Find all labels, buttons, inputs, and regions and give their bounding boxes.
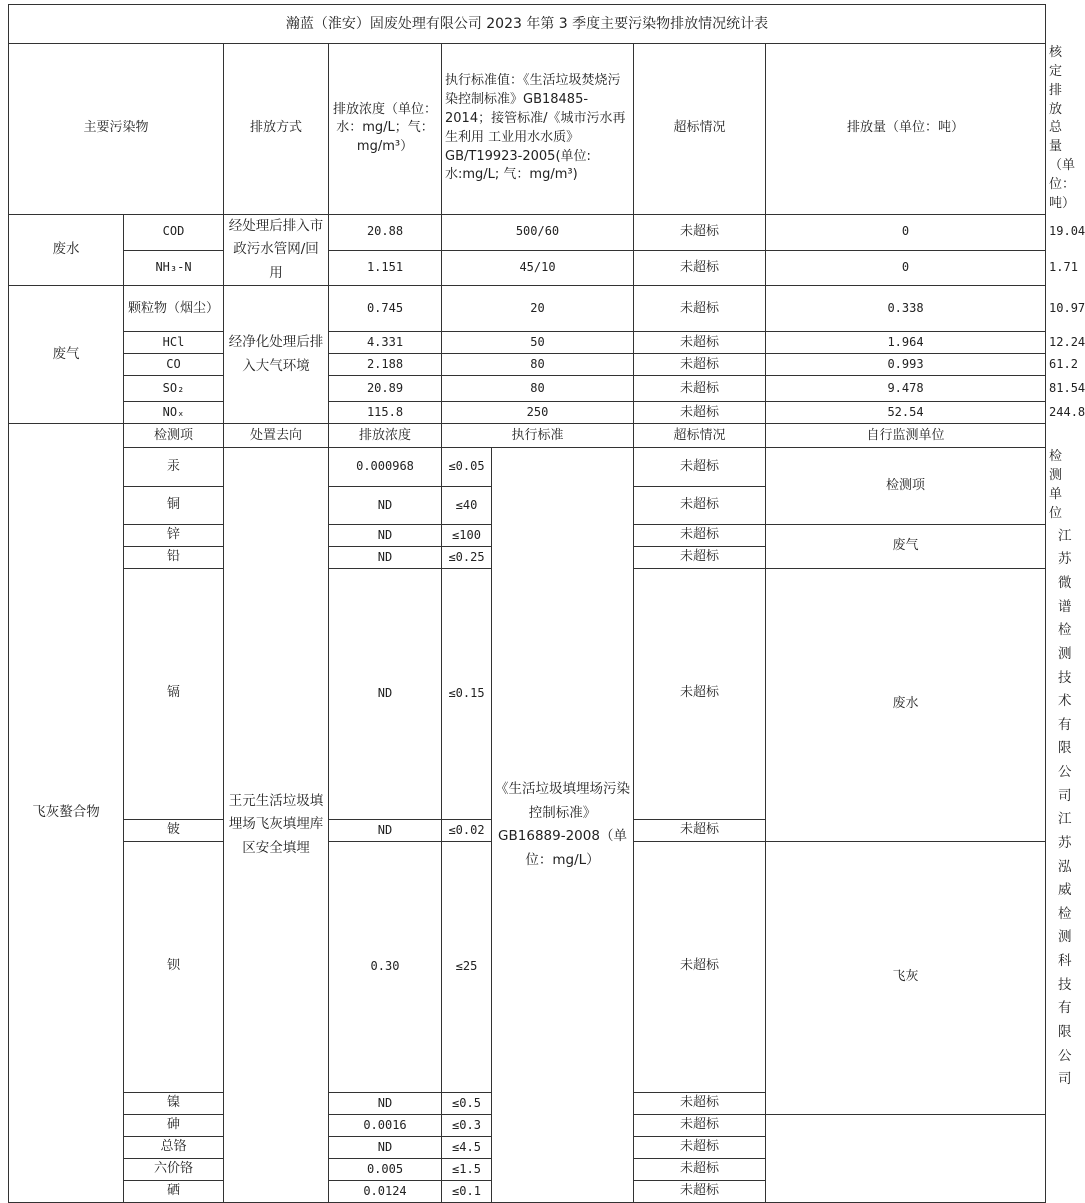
exceed-status: 未超标: [634, 402, 766, 424]
conc-value: ND: [329, 1092, 442, 1114]
limit-value: ≤25: [442, 841, 492, 1092]
conc-value: 0.0124: [329, 1180, 442, 1202]
wastewater-method: 经处理后排入市政污水管网/回用: [224, 214, 329, 286]
pollutant-item: NH₃-N: [124, 250, 224, 286]
limit-value: ≤40: [442, 486, 492, 524]
exceed-status: 未超标: [634, 448, 766, 486]
limit-value: ≤100: [442, 524, 492, 546]
exceed-status: 未超标: [634, 1158, 766, 1180]
table-row: 汞 王元生活垃圾填埋场飞灰填埋库区安全填埋 0.000968 ≤0.05 《生活垃圾填埋场污染控制标准》GB16889-2008（单位：mg/L） 未超标 检测项 检测单位: [9, 448, 1046, 486]
table-row: CO 2.188 80 未超标 0.993 61.2: [9, 354, 1046, 376]
monitor-col-item: 检测项: [766, 448, 1046, 524]
table-row: HCl 4.331 50 未超标 1.964 12.24: [9, 332, 1046, 354]
std-value: 45/10: [442, 250, 634, 286]
std-value: 250: [442, 402, 634, 424]
heavy-metal-item: 锌: [124, 524, 224, 546]
limit-value: ≤0.25: [442, 546, 492, 568]
pollutant-item: 颗粒物（烟尘）: [124, 286, 224, 332]
conc-value: ND: [329, 1136, 442, 1158]
limit-value: ≤0.05: [442, 448, 492, 486]
table-row: NOₓ 115.8 250 未超标 52.54 244.8: [9, 402, 1046, 424]
amount-value: 0.338: [766, 286, 1046, 332]
heavy-metal-item: 钡: [124, 841, 224, 1092]
monitor-item: 飞灰: [766, 841, 1046, 1114]
conc-value: 115.8: [329, 402, 442, 424]
exceed-status: 未超标: [634, 546, 766, 568]
header-pollutant: 主要污染物: [9, 44, 224, 215]
conc-value: 2.188: [329, 354, 442, 376]
monitor-empty-cell: [766, 1114, 1046, 1202]
limit-value: ≤1.5: [442, 1158, 492, 1180]
monitor-item: 废气: [766, 524, 1046, 568]
fly-ash-standard: 《生活垃圾填埋场污染控制标准》GB16889-2008（单位：mg/L）: [492, 448, 634, 1202]
exceed-status: 未超标: [634, 1136, 766, 1158]
conc-value: ND: [329, 819, 442, 841]
conc-value: 0.005: [329, 1158, 442, 1180]
table-row: NH₃-N 1.151 45/10 未超标 0 1.71: [9, 250, 1046, 286]
exceed-status: 未超标: [634, 819, 766, 841]
pollutant-emission-table: [8, 4, 1085, 1203]
sub-header-std: 执行标准: [442, 424, 634, 448]
sub-header-conc: 排放浓度: [329, 424, 442, 448]
pollutant-item: CO: [124, 354, 224, 376]
std-value: 80: [442, 354, 634, 376]
exceed-status: 未超标: [634, 1092, 766, 1114]
fly-ash-header-row: [9, 424, 1046, 448]
conc-value: ND: [329, 486, 442, 524]
exceed-status: 未超标: [634, 354, 766, 376]
table-row: 废气 颗粒物（烟尘） 经净化处理后排入大气环境 0.745 20 未超标 0.338 10.97: [9, 286, 1046, 332]
header-exceed: 超标情况: [634, 44, 766, 215]
conc-value: 0.745: [329, 286, 442, 332]
sub-header-destination: 处置去向: [224, 424, 329, 448]
sub-header-monitor: 自行监测单位: [766, 424, 1046, 448]
limit-value: ≤0.15: [442, 568, 492, 819]
sub-header-item: 检测项: [124, 424, 224, 448]
heavy-metal-item: 总铬: [124, 1136, 224, 1158]
wastewater-category: 废水: [9, 214, 124, 286]
table-row: SO₂ 20.89 80 未超标 9.478 81.54: [9, 376, 1046, 402]
exceed-status: 未超标: [634, 486, 766, 524]
pollutant-item: SO₂: [124, 376, 224, 402]
conc-value: 1.151: [329, 250, 442, 286]
amount-value: 0: [766, 250, 1046, 286]
heavy-metal-item: 镉: [124, 568, 224, 819]
limit-value: ≤0.3: [442, 1114, 492, 1136]
heavy-metal-item: 砷: [124, 1114, 224, 1136]
emission-report-sheet: [8, 4, 1085, 1198]
amount-value: 9.478: [766, 376, 1046, 402]
table-title: 瀚蓝（淮安）固废处理有限公司 2023 年第 3 季度主要污染物排放情况统计表: [9, 5, 1046, 44]
exceed-status: 未超标: [634, 1180, 766, 1202]
conc-value: ND: [329, 524, 442, 546]
heavy-metal-item: 硒: [124, 1180, 224, 1202]
exceed-status: 未超标: [634, 524, 766, 546]
std-value: 20: [442, 286, 634, 332]
std-value: 80: [442, 376, 634, 402]
amount-value: 52.54: [766, 402, 1046, 424]
exceed-status: 未超标: [634, 214, 766, 250]
table-row: 锌 ND ≤100 未超标 废气 江苏微谱检测技术有限公司江苏泓威检测科技有限公司: [9, 524, 1046, 546]
std-value: 50: [442, 332, 634, 354]
conc-value: ND: [329, 568, 442, 819]
exceed-status: 未超标: [634, 250, 766, 286]
sub-header-exceed: 超标情况: [634, 424, 766, 448]
header-standard: 执行标准值：《生活垃圾焚烧污染控制标准》GB18485-2014；接管标准/《城市污水再生利用 工业用水水质》GB/T19923-2005(单位:水:mg/L; 气：mg/m³): [442, 44, 634, 215]
conc-value: 0.30: [329, 841, 442, 1092]
limit-value: ≤0.1: [442, 1180, 492, 1202]
exceed-status: 未超标: [634, 286, 766, 332]
heavy-metal-item: 六价铬: [124, 1158, 224, 1180]
conc-value: 0.000968: [329, 448, 442, 486]
limit-value: ≤0.5: [442, 1092, 492, 1114]
exceed-status: 未超标: [634, 841, 766, 1092]
pollutant-item: NOₓ: [124, 402, 224, 424]
limit-value: ≤4.5: [442, 1136, 492, 1158]
heavy-metal-item: 铜: [124, 486, 224, 524]
conc-value: 20.89: [329, 376, 442, 402]
exceed-status: 未超标: [634, 1114, 766, 1136]
exceed-status: 未超标: [634, 332, 766, 354]
pollutant-item: HCl: [124, 332, 224, 354]
amount-value: 1.964: [766, 332, 1046, 354]
heavy-metal-item: 汞: [124, 448, 224, 486]
amount-value: 0.993: [766, 354, 1046, 376]
exceed-status: 未超标: [634, 568, 766, 819]
heavy-metal-item: 铅: [124, 546, 224, 568]
fly-ash-category: 飞灰螯合物: [9, 424, 124, 1202]
heavy-metal-item: 铍: [124, 819, 224, 841]
header-row: 主要污染物 排放方式 排放浓度（单位：水：mg/L；气：mg/m³） 执行标准值：《生活垃圾焚烧污染控制标准》GB18485-2014；接管标准/《城市污水再生利用 工业用水水质》GB/T19923-2005(单位:水:mg/L; 气：mg/m³) 超标情况 排放量（单位：吨） 核定排放总量（单位：吨）: [9, 44, 1046, 215]
conc-value: ND: [329, 546, 442, 568]
heavy-metal-item: 镍: [124, 1092, 224, 1114]
header-method: 排放方式: [224, 44, 329, 215]
amount-value: 0: [766, 214, 1046, 250]
header-conc: 排放浓度（单位：水：mg/L；气：mg/m³）: [329, 44, 442, 215]
std-value: 500/60: [442, 214, 634, 250]
waste-gas-method: 经净化处理后排入大气环境: [224, 286, 329, 424]
conc-value: 4.331: [329, 332, 442, 354]
table-row: 废水 COD 经处理后排入市政污水管网/回用 20.88 500/60 未超标 0 19.04: [9, 214, 1046, 250]
header-amount: 排放量（单位：吨）: [766, 44, 1046, 215]
fly-ash-destination: 王元生活垃圾填埋场飞灰填埋库区安全填埋: [224, 448, 329, 1202]
conc-value: 0.0016: [329, 1114, 442, 1136]
monitor-item: 废水: [766, 568, 1046, 841]
pollutant-item: COD: [124, 214, 224, 250]
conc-value: 20.88: [329, 214, 442, 250]
waste-gas-category: 废气: [9, 286, 124, 424]
limit-value: ≤0.02: [442, 819, 492, 841]
exceed-status: 未超标: [634, 376, 766, 402]
